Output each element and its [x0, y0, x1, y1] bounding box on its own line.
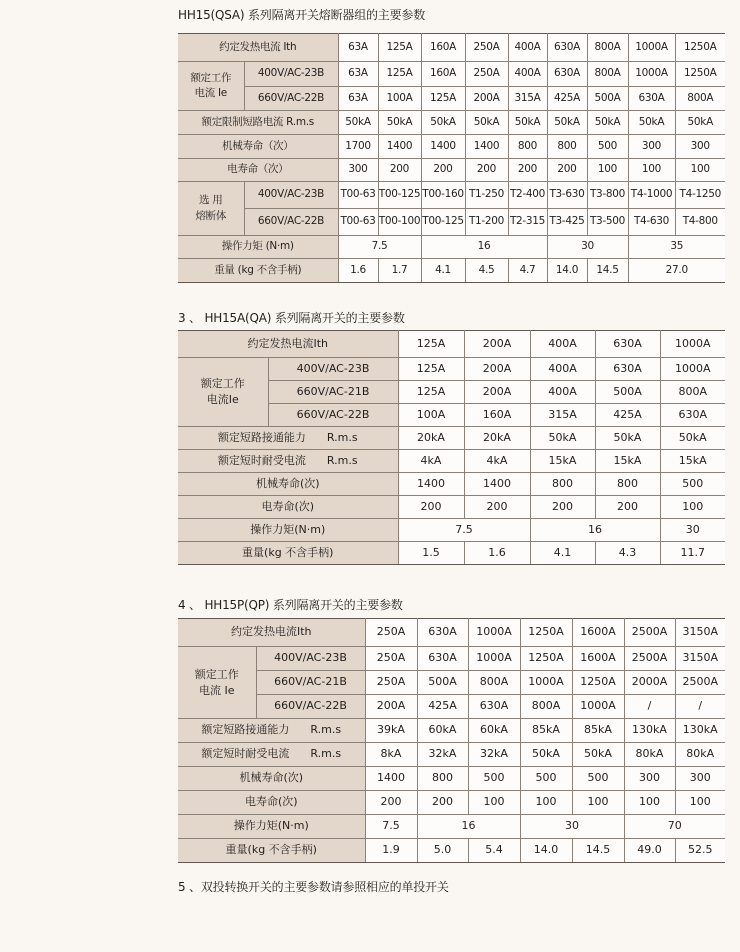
table-cell: 1000A: [660, 331, 725, 358]
table-row: [178, 719, 725, 743]
table-cell: T00-160: [421, 182, 465, 209]
table-cell: 100: [572, 791, 624, 815]
table-cell: 1400: [464, 473, 530, 496]
table-cell: 2500A: [624, 647, 675, 671]
row-label: [178, 450, 398, 473]
table-cell: 100A: [398, 404, 464, 427]
table-cell: 250A: [365, 671, 417, 695]
table-cell: 2000A: [624, 671, 675, 695]
table-cell: 800A: [587, 34, 628, 62]
table-cell: 14.5: [587, 259, 628, 283]
row-group-label-line: 选 用: [199, 194, 223, 207]
table-cell: 1600A: [572, 619, 624, 647]
table-cell: 200: [508, 159, 547, 182]
table-cell: 630A: [468, 695, 520, 719]
table-cell: 125A: [421, 87, 465, 111]
row-group-label: [178, 358, 268, 427]
hh15p-qp-spec-table: [178, 618, 725, 863]
table-cell: 800A: [587, 62, 628, 87]
table-cell: 1250A: [675, 34, 725, 62]
table-cell: 50kA: [675, 111, 725, 135]
table-row: [178, 791, 725, 815]
table-row: [178, 331, 725, 358]
row-label-text: 额定短时耐受电流: [201, 747, 290, 761]
table-cell: 15kA: [660, 450, 725, 473]
table-cell: 800A: [675, 87, 725, 111]
table-cell: T4-1250: [675, 182, 725, 209]
table-cell: 300: [675, 767, 725, 791]
table-cell: T00-125: [421, 209, 465, 236]
table-cell: 500A: [587, 87, 628, 111]
row-label: 电寿命（次）: [178, 159, 338, 182]
row-group-label-line: 额定工作: [190, 71, 232, 84]
table-cell: 16: [530, 519, 660, 542]
table-cell: 5.4: [468, 839, 520, 863]
row-label-unit: R.m.s: [326, 453, 358, 467]
row-label: 约定发热电流Ith: [178, 619, 365, 647]
row-label: 约定发热电流 Ith: [178, 34, 338, 62]
table-cell: T2-400: [508, 182, 547, 209]
table-cell: 125A: [378, 62, 421, 87]
table-cell: 1000A: [660, 358, 725, 381]
table-cell: 4.3: [595, 542, 660, 565]
table-cell: 1700: [338, 135, 378, 159]
row-group-label: [178, 62, 244, 111]
table-row: [178, 473, 725, 496]
table-cell: 4kA: [398, 450, 464, 473]
table-cell: 400A: [530, 331, 595, 358]
table-cell: 100: [468, 791, 520, 815]
table-cell: 30: [547, 236, 628, 259]
row-sublabel: 660V/AC-21B: [268, 381, 398, 404]
table-cell: 50kA: [421, 111, 465, 135]
table-cell: T1-200: [465, 209, 508, 236]
table-cell: 32kA: [417, 743, 468, 767]
table-cell: 49.0: [624, 839, 675, 863]
table-cell: 630A: [595, 358, 660, 381]
table-cell: 50kA: [660, 427, 725, 450]
table-cell: 60kA: [417, 719, 468, 743]
table-cell: 1250A: [520, 647, 572, 671]
table-cell: 50kA: [378, 111, 421, 135]
row-label: 机械寿命(次): [178, 767, 365, 791]
table-cell: 500: [587, 135, 628, 159]
table-cell: 39kA: [365, 719, 417, 743]
table-cell: 100: [624, 791, 675, 815]
table-cell: 100: [675, 791, 725, 815]
table-cell: 1250A: [572, 671, 624, 695]
table-cell: 1000A: [520, 671, 572, 695]
table-cell: 500: [520, 767, 572, 791]
hh15a-qa-spec-table: [178, 330, 725, 565]
table-cell: 50kA: [508, 111, 547, 135]
table-cell: 1.9: [365, 839, 417, 863]
table-cell: T00-100: [378, 209, 421, 236]
table-cell: 15kA: [595, 450, 660, 473]
table-cell: 1000A: [572, 695, 624, 719]
table-cell: 500: [468, 767, 520, 791]
row-group-label: [178, 182, 244, 236]
table-cell: 1000A: [468, 647, 520, 671]
table-cell: 1600A: [572, 647, 624, 671]
table-cell: /: [675, 695, 725, 719]
row-label-text: 额定短时耐受电流: [217, 453, 306, 467]
row-group-label-line: 额定工作: [194, 667, 239, 681]
row-group-label-line: 电流 Ie: [194, 87, 227, 99]
table-cell: 1400: [398, 473, 464, 496]
table-cell: T00-63: [338, 182, 378, 209]
table-cell: T3-500: [587, 209, 628, 236]
row-group-label-line: 电流Ie: [206, 393, 239, 406]
table-cell: 1400: [365, 767, 417, 791]
row-label-unit: R.m.s: [310, 723, 342, 737]
table-cell: 500A: [595, 381, 660, 404]
table-cell: 800: [595, 473, 660, 496]
table-cell: 50kA: [547, 111, 587, 135]
table-cell: 250A: [365, 619, 417, 647]
row-label: [178, 743, 365, 767]
table-cell: 85kA: [520, 719, 572, 743]
row-sublabel: 400V/AC-23B: [268, 358, 398, 381]
table-cell: 100: [587, 159, 628, 182]
table-row: [178, 34, 725, 62]
table-cell: 50kA: [530, 427, 595, 450]
table-cell: 630A: [595, 331, 660, 358]
table-row: [178, 87, 725, 111]
table-cell: 400A: [508, 34, 547, 62]
table-cell: 100: [520, 791, 572, 815]
table-cell: 100: [675, 159, 725, 182]
hh15-qsa-spec-table: [178, 33, 725, 283]
table-cell: 500A: [417, 671, 468, 695]
table-cell: 1.5: [398, 542, 464, 565]
table-cell: 500: [660, 473, 725, 496]
table-row: [178, 839, 725, 863]
table-cell: 130kA: [624, 719, 675, 743]
table-cell: 16: [417, 815, 520, 839]
table-cell: 80kA: [624, 743, 675, 767]
table-cell: 200: [530, 496, 595, 519]
row-sublabel: 400V/AC-23B: [244, 182, 338, 209]
table-cell: 14.0: [547, 259, 587, 283]
row-sublabel: 400V/AC-23B: [256, 647, 365, 671]
table-cell: 4.1: [530, 542, 595, 565]
table-cell: 200: [465, 159, 508, 182]
table-cell: 50kA: [595, 427, 660, 450]
row-sublabel: 660V/AC-22B: [244, 87, 338, 111]
table-cell: 630A: [547, 62, 587, 87]
row-label: 机械寿命(次): [178, 473, 398, 496]
row-group-label-line: 熔断体: [195, 209, 227, 222]
table-cell: 100: [628, 159, 675, 182]
table-cell: 5.0: [417, 839, 468, 863]
table-cell: 14.0: [520, 839, 572, 863]
table-cell: 630A: [628, 87, 675, 111]
table-cell: T4-630: [628, 209, 675, 236]
table-cell: 125A: [378, 34, 421, 62]
table-row: [178, 358, 725, 381]
row-label: 操作力矩(N·m): [178, 519, 398, 542]
row-label: 机械寿命（次）: [178, 135, 338, 159]
table-cell: T00-125: [378, 182, 421, 209]
table-cell: 425A: [547, 87, 587, 111]
row-label: 电寿命(次): [178, 791, 365, 815]
table-cell: 52.5: [675, 839, 725, 863]
table-cell: 2500A: [675, 671, 725, 695]
row-sublabel: 660V/AC-22B: [256, 695, 365, 719]
table-cell: 8kA: [365, 743, 417, 767]
table-cell: 315A: [508, 87, 547, 111]
table-row: [178, 519, 725, 542]
table-cell: 315A: [530, 404, 595, 427]
table-cell: 300: [675, 135, 725, 159]
table-cell: 800A: [660, 381, 725, 404]
table-cell: 2500A: [624, 619, 675, 647]
row-label-unit: R.m.s: [326, 430, 358, 444]
section-heading-hh15a-qa: 3 、 HH15A(QA) 系列隔离开关的主要参数: [178, 311, 405, 325]
table-cell: 200: [595, 496, 660, 519]
table-row: [178, 259, 725, 283]
table-cell: 14.5: [572, 839, 624, 863]
table-cell: 1000A: [628, 62, 675, 87]
row-group-label-line: 额定工作: [200, 377, 245, 391]
table-cell: 50kA: [587, 111, 628, 135]
table-cell: T3-800: [587, 182, 628, 209]
table-cell: 800: [508, 135, 547, 159]
table-cell: 400A: [530, 381, 595, 404]
table-row: [178, 496, 725, 519]
table-cell: 4.1: [421, 259, 465, 283]
table-cell: 100: [660, 496, 725, 519]
table-cell: 200: [421, 159, 465, 182]
table-cell: 425A: [417, 695, 468, 719]
table-cell: 30: [660, 519, 725, 542]
table-row: [178, 111, 725, 135]
table-row: [178, 209, 725, 236]
table-cell: 200A: [464, 381, 530, 404]
table-cell: 27.0: [628, 259, 725, 283]
table-row: [178, 743, 725, 767]
table-row: [178, 767, 725, 791]
table-cell: 3150A: [675, 647, 725, 671]
table-cell: 800A: [468, 671, 520, 695]
table-cell: 16: [421, 236, 547, 259]
table-cell: 1.6: [464, 542, 530, 565]
section-heading-hh15-qsa: HH15(QSA) 系列隔离开关熔断器组的主要参数: [178, 8, 425, 22]
table-cell: T1-250: [465, 182, 508, 209]
table-row: [178, 695, 725, 719]
row-label: 重量(kg 不含手柄): [178, 542, 398, 565]
table-cell: 35: [628, 236, 725, 259]
row-label: 重量 (kg 不含手柄): [178, 259, 338, 283]
table-row: [178, 427, 725, 450]
table-cell: 50kA: [572, 743, 624, 767]
row-label: [178, 719, 365, 743]
table-cell: 7.5: [365, 815, 417, 839]
table-cell: 80kA: [675, 743, 725, 767]
row-label: [178, 427, 398, 450]
table-cell: 30: [520, 815, 624, 839]
table-cell: 400A: [530, 358, 595, 381]
table-cell: 200A: [365, 695, 417, 719]
row-label: 重量(kg 不含手柄): [178, 839, 365, 863]
table-cell: T2-315: [508, 209, 547, 236]
footer-note: 5 、双投转换开关的主要参数请参照相应的单投开关: [178, 880, 449, 894]
table-cell: 200: [365, 791, 417, 815]
row-group-label-line: 电流 Ie: [198, 683, 235, 697]
row-label: 额定限制短路电流 R.m.s: [178, 111, 338, 135]
table-row: [178, 815, 725, 839]
table-cell: 250A: [465, 62, 508, 87]
table-cell: 50kA: [465, 111, 508, 135]
table-cell: 200: [417, 791, 468, 815]
table-cell: 7.5: [398, 519, 530, 542]
table-cell: T3-425: [547, 209, 587, 236]
table-cell: 63A: [338, 87, 378, 111]
row-label: 操作力矩 (N·m): [178, 236, 338, 259]
table-row: [178, 182, 725, 209]
table-row: [178, 62, 725, 87]
table-cell: 200A: [464, 331, 530, 358]
table-cell: 200A: [464, 358, 530, 381]
row-label: 电寿命(次): [178, 496, 398, 519]
table-row: [178, 619, 725, 647]
table-cell: 160A: [421, 34, 465, 62]
table-cell: 630A: [547, 34, 587, 62]
table-cell: 125A: [398, 381, 464, 404]
table-cell: 4.7: [508, 259, 547, 283]
table-cell: 63A: [338, 34, 378, 62]
row-label: 操作力矩(N·m): [178, 815, 365, 839]
table-cell: 500: [572, 767, 624, 791]
table-cell: 20kA: [464, 427, 530, 450]
table-cell: 800A: [520, 695, 572, 719]
table-cell: 300: [628, 135, 675, 159]
table-cell: 630A: [660, 404, 725, 427]
table-cell: 15kA: [530, 450, 595, 473]
table-row: [178, 236, 725, 259]
table-cell: 800: [417, 767, 468, 791]
table-cell: 630A: [417, 647, 468, 671]
table-cell: 50kA: [628, 111, 675, 135]
table-cell: 50kA: [520, 743, 572, 767]
row-label-text: 额定短路接通能力: [201, 723, 290, 737]
row-sublabel: 660V/AC-22B: [244, 209, 338, 236]
row-sublabel: 660V/AC-21B: [256, 671, 365, 695]
table-row: [178, 135, 725, 159]
table-cell: 50kA: [338, 111, 378, 135]
table-cell: 300: [338, 159, 378, 182]
table-cell: 1400: [421, 135, 465, 159]
table-cell: /: [624, 695, 675, 719]
table-cell: 1000A: [628, 34, 675, 62]
table-row: [178, 647, 725, 671]
table-cell: 1250A: [520, 619, 572, 647]
table-cell: 1.7: [378, 259, 421, 283]
table-cell: 125A: [398, 331, 464, 358]
table-cell: 400A: [508, 62, 547, 87]
table-cell: 800: [530, 473, 595, 496]
table-cell: 300: [624, 767, 675, 791]
table-cell: 60kA: [468, 719, 520, 743]
row-label-text: 额定短路接通能力: [217, 430, 306, 444]
section-heading-hh15p-qp: 4 、 HH15P(QP) 系列隔离开关的主要参数: [178, 598, 403, 612]
table-cell: 1400: [465, 135, 508, 159]
table-cell: 160A: [421, 62, 465, 87]
table-cell: 200: [378, 159, 421, 182]
table-cell: 32kA: [468, 743, 520, 767]
table-cell: 7.5: [338, 236, 421, 259]
row-label: 约定发热电流Ith: [178, 331, 398, 358]
table-cell: T4-1000: [628, 182, 675, 209]
table-cell: 200A: [465, 87, 508, 111]
table-cell: 100A: [378, 87, 421, 111]
table-cell: 11.7: [660, 542, 725, 565]
table-cell: 250A: [365, 647, 417, 671]
table-row: [178, 671, 725, 695]
row-group-label: [178, 647, 256, 719]
table-cell: 130kA: [675, 719, 725, 743]
table-cell: 70: [624, 815, 725, 839]
table-cell: 85kA: [572, 719, 624, 743]
table-row: [178, 450, 725, 473]
table-cell: 425A: [595, 404, 660, 427]
table-cell: 800: [547, 135, 587, 159]
table-cell: 250A: [465, 34, 508, 62]
table-cell: 630A: [417, 619, 468, 647]
table-cell: 125A: [398, 358, 464, 381]
table-row: [178, 542, 725, 565]
row-label-unit: R.m.s: [310, 747, 342, 761]
table-cell: 20kA: [398, 427, 464, 450]
table-cell: 1000A: [468, 619, 520, 647]
table-row: [178, 159, 725, 182]
table-cell: 200: [398, 496, 464, 519]
row-sublabel: 660V/AC-22B: [268, 404, 398, 427]
table-cell: 63A: [338, 62, 378, 87]
table-cell: 200: [547, 159, 587, 182]
table-cell: 1250A: [675, 62, 725, 87]
table-cell: 200: [464, 496, 530, 519]
table-cell: T3-630: [547, 182, 587, 209]
table-cell: 4kA: [464, 450, 530, 473]
row-sublabel: 400V/AC-23B: [244, 62, 338, 87]
table-cell: 1.6: [338, 259, 378, 283]
table-cell: 4.5: [465, 259, 508, 283]
table-cell: T00-63: [338, 209, 378, 236]
table-cell: T4-800: [675, 209, 725, 236]
table-cell: 1400: [378, 135, 421, 159]
table-cell: 3150A: [675, 619, 725, 647]
table-cell: 160A: [464, 404, 530, 427]
